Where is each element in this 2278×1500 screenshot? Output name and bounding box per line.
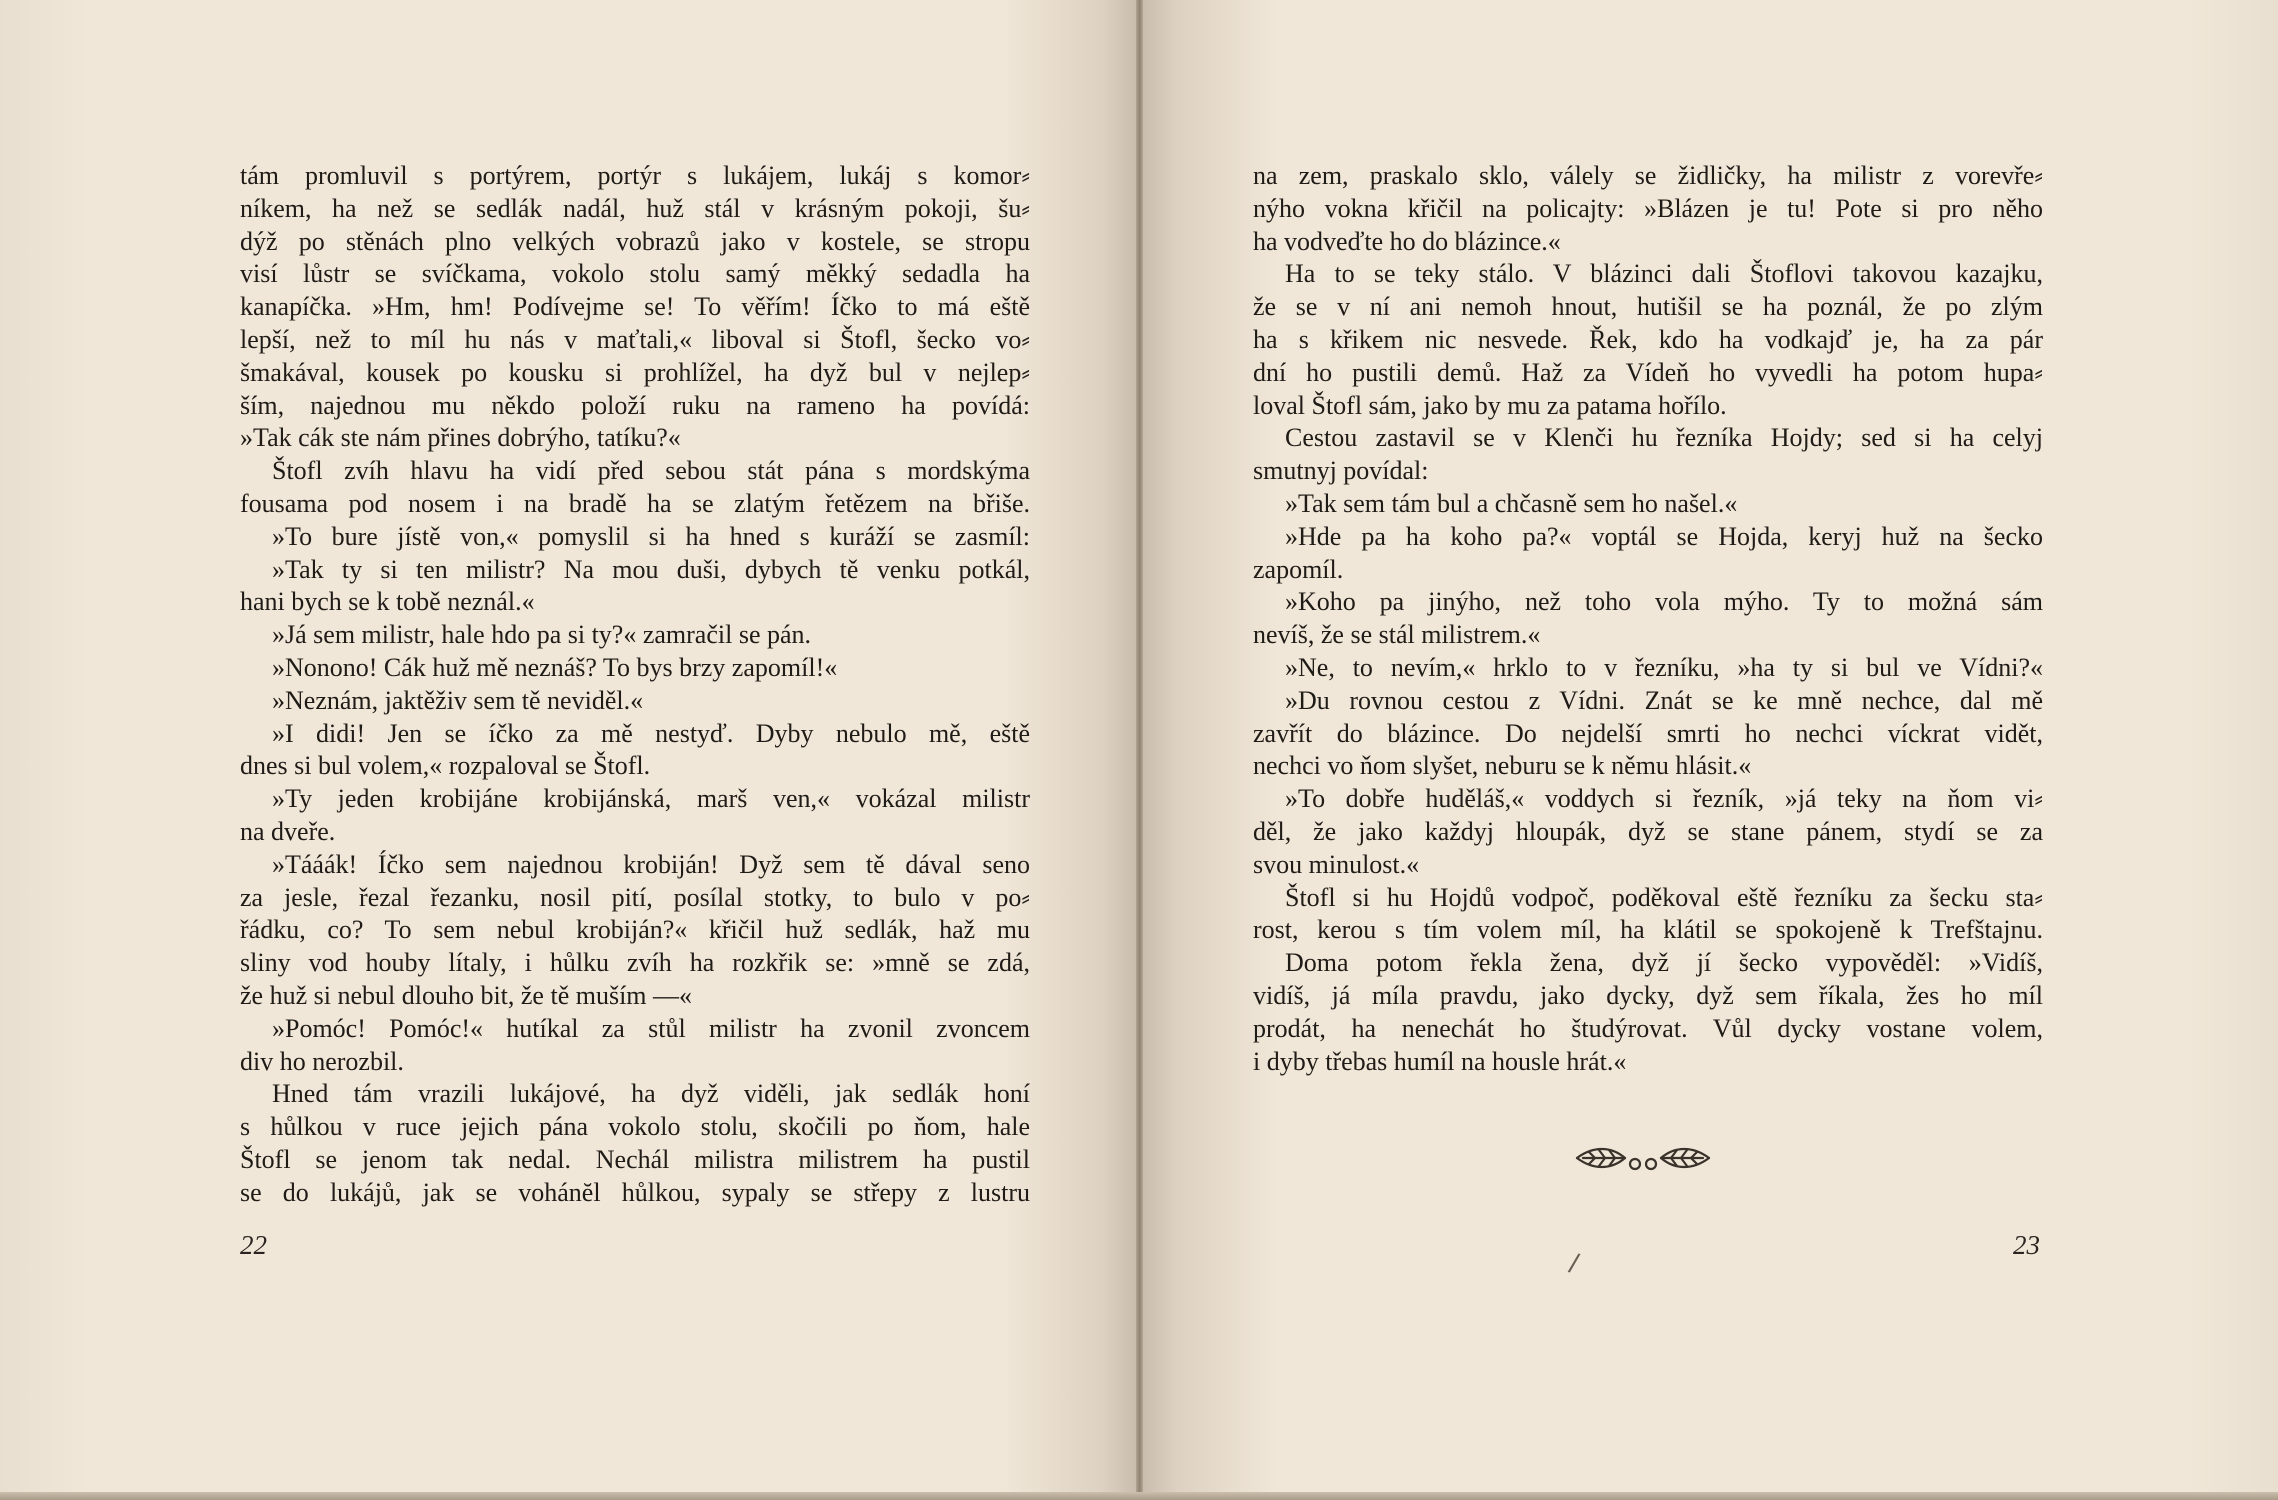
text-line: Ha to se teky stálo. V blázinci dali Štoflovi takovou kazajku, <box>1285 259 2043 289</box>
text-line: »Tak ty si ten milistr? Na mou duši, dybych tě venku potkál, <box>272 554 1030 584</box>
text-line: sliny vod houby lítaly, i hůlku zvíh ha rozkřik se: »mně se zdá, <box>240 948 1030 978</box>
page-number: 23 <box>2013 1230 2040 1260</box>
text-line: nechci vo ňom slyšet, neburu se k němu hlásit.« <box>1253 751 1752 781</box>
text-line: »Nonono! Cák huž mě neznáš? To bys brzy zapomíl!« <box>272 652 838 682</box>
text-line: »Koho pa jinýho, než toho vola mýho. Ty to možná sám <box>1285 587 2043 617</box>
book-gutter <box>1136 0 1143 1500</box>
text-line: Doma potom řekla žena, dyž jí šecko vypověděl: »Vidíš, <box>1285 948 2043 978</box>
text-line: »Pomóc! Pomóc!« hutíkal za stůl milistr ha zvonil zvoncem <box>272 1013 1030 1043</box>
text-line: hani bych se k tobě neznál.« <box>240 587 535 617</box>
text-line: ha vodveďte ho do blázince.« <box>1253 226 1561 256</box>
text-line: tám promluvil s portýrem, portýr s lukájem, lukáj s komor⸗ <box>240 161 1030 190</box>
text-line: se do lukájů, jak se vohánĕl hůlkou, sypaly se střepy z lustru <box>240 1177 1030 1207</box>
text-line: loval Štofl sám, jako by mu za patama hořílo. <box>1253 390 1727 420</box>
text-line: za jesle, řezal řezanku, nosil pití, posílal stotky, to bulo v po⸗ <box>240 882 1030 912</box>
text-line: kanapíčka. »Hm, hm! Podívejme se! To věřím! Íčko to má eště <box>240 292 1030 322</box>
text-line: »Tak sem tám bul a chčasně sem ho našel.« <box>1285 488 1738 518</box>
text-line: »Tak cák ste nám přines dobrýho, tatíku?« <box>240 423 681 453</box>
text-line: Štofl si hu Hojdů vodpoč, poděkoval eště řezníku za šecku sta⸗ <box>1285 882 2043 912</box>
text-line: »Tááák! Íčko sem najednou krobiján! Dyž sem tě dával seno <box>272 849 1030 879</box>
text-line: že huž si nebul dlouho bit, že tě muším —« <box>240 980 693 1010</box>
text-line: na dveře. <box>240 816 336 846</box>
text-line: »Ne, to nevím,« hrklo to v řezníku, »ha ty si bul ve Vídni?« <box>1285 652 2043 682</box>
page-number: 22 <box>240 1230 267 1260</box>
text-line: Cestou zastavil se v Klenči hu řezníka Hojdy; sed si ha celyj <box>1285 423 2043 453</box>
text-line: děl, že jako každyj hloupák, dyž se stane pánem, stydí se za <box>1253 816 2043 846</box>
right-page <box>1143 0 2278 1500</box>
text-line: i dyby třebas humíl na housle hrát.« <box>1253 1046 1627 1076</box>
right-page-text <box>1253 160 2043 1078</box>
text-line: s hůlkou v ruce jejich pána vokolo stolu, skočili po ňom, hale <box>240 1112 1030 1142</box>
text-line: vidíš, já míla pravdu, jako dycky, dyž sem říkala, žes ho míl <box>1253 980 2043 1010</box>
text-line: »To bure jístě von,« pomyslil si ha hned s kuráží se zasmíl: <box>272 521 1030 551</box>
text-line: dnes si bul volem,« rozpaloval se Štofl. <box>240 751 651 781</box>
text-line: dní ho pustili demů. Haž za Vídeň ho vyvedli ha potom hupa⸗ <box>1253 357 2043 387</box>
left-page-text <box>240 160 1030 1210</box>
text-line: na zem, praskalo sklo, válely se židličky, ha milistr z vorevře⸗ <box>1253 161 2043 190</box>
leaf-ornament-icon <box>1573 1138 1713 1178</box>
text-line: ha s křikem nic nesvede. Řek, kdo ha vodkajď je, ha za pár <box>1253 324 2043 354</box>
text-line: »Hde pa ha koho pa?« voptál se Hojda, keryj huž na šecko <box>1285 521 2043 551</box>
text-line: nevíš, že se stál milistrem.« <box>1253 620 1541 650</box>
text-line: div ho nerozbil. <box>240 1046 404 1076</box>
text-line: Štofl se jenom tak nedal. Nechál milistra milistrem ha pustil <box>240 1144 1030 1174</box>
text-line: Hned tám vrazili lukájové, ha dyž viděli, jak sedlák honí <box>272 1079 1030 1109</box>
text-line: »Neznám, jaktěživ sem tě neviděl.« <box>272 685 644 715</box>
text-line: lepší, než to míl hu nás v maťtali,« liboval si Štofl, šecko vo⸗ <box>240 324 1030 354</box>
text-line: níkem, ha než se sedlák nadál, huž stál v krásným pokoji, šu⸗ <box>240 193 1030 223</box>
text-line: nýho vokna křičil na policajty: »Blázen je tu! Pote si pro něho <box>1253 193 2043 223</box>
text-line: fousama pod nosem i na bradě ha se zlatým řetězem na břiše. <box>240 488 1030 518</box>
text-line: zavřít do blázince. Do nejdelší smrti ho nechci víckrat vidět, <box>1253 718 2043 748</box>
text-line: dýž po stěnách plno velkých vobrazů jako v kostele, se stropu <box>240 226 1030 256</box>
text-line: zapomíl. <box>1253 554 1344 584</box>
text-line: prodát, ha nenechát ho študýrovat. Vůl dycky vostane volem, <box>1253 1013 2043 1043</box>
text-line: visí lůstr se svíčkama, vokolo stolu samý měkký sedadla ha <box>240 259 1030 289</box>
text-line: ším, najednou mu někdo položí ruku na rameno ha povídá: <box>240 390 1030 420</box>
text-line: že se v ní ani nemoh hnout, hutišil se ha poznál, že po zlým <box>1253 292 2043 322</box>
text-line: »Du rovnou cestou z Vídni. Znát se ke mně nechce, dal mě <box>1285 685 2043 715</box>
left-page <box>0 0 1136 1500</box>
text-line: »Ty jeden krobijáne krobijánská, marš ven,« vokázal milistr <box>272 784 1030 814</box>
text-line: svou minulost.« <box>1253 849 1420 879</box>
text-line: Štofl zvíh hlavu ha vidí před sebou stát pána s mordskýma <box>272 456 1030 486</box>
text-line: »To dobře huděláš,« voddych si řezník, »já teky na ňom vi⸗ <box>1285 784 2043 814</box>
text-line: »Já sem milistr, hale hdo pa si ty?« zamračil se pán. <box>272 620 812 650</box>
text-line: smutnyj povídal: <box>1253 456 1429 486</box>
text-line: »I didi! Jen se íčko za mě nestyď. Dyby nebulo mě, eště <box>272 718 1030 748</box>
text-line: šmakával, kousek po kousku si prohlížel, ha dyž bul v nejlep⸗ <box>240 357 1030 387</box>
stray-mark: / <box>1566 1247 1582 1280</box>
text-line: rost, kerou s tím volem míl, ha klátil se spokojeně k Trefštajnu. <box>1253 915 2043 945</box>
text-line: řádku, co? To sem nebul krobiján?« křičil huž sedlák, haž mu <box>240 915 1030 945</box>
book-bottom-edge <box>0 1492 2278 1500</box>
